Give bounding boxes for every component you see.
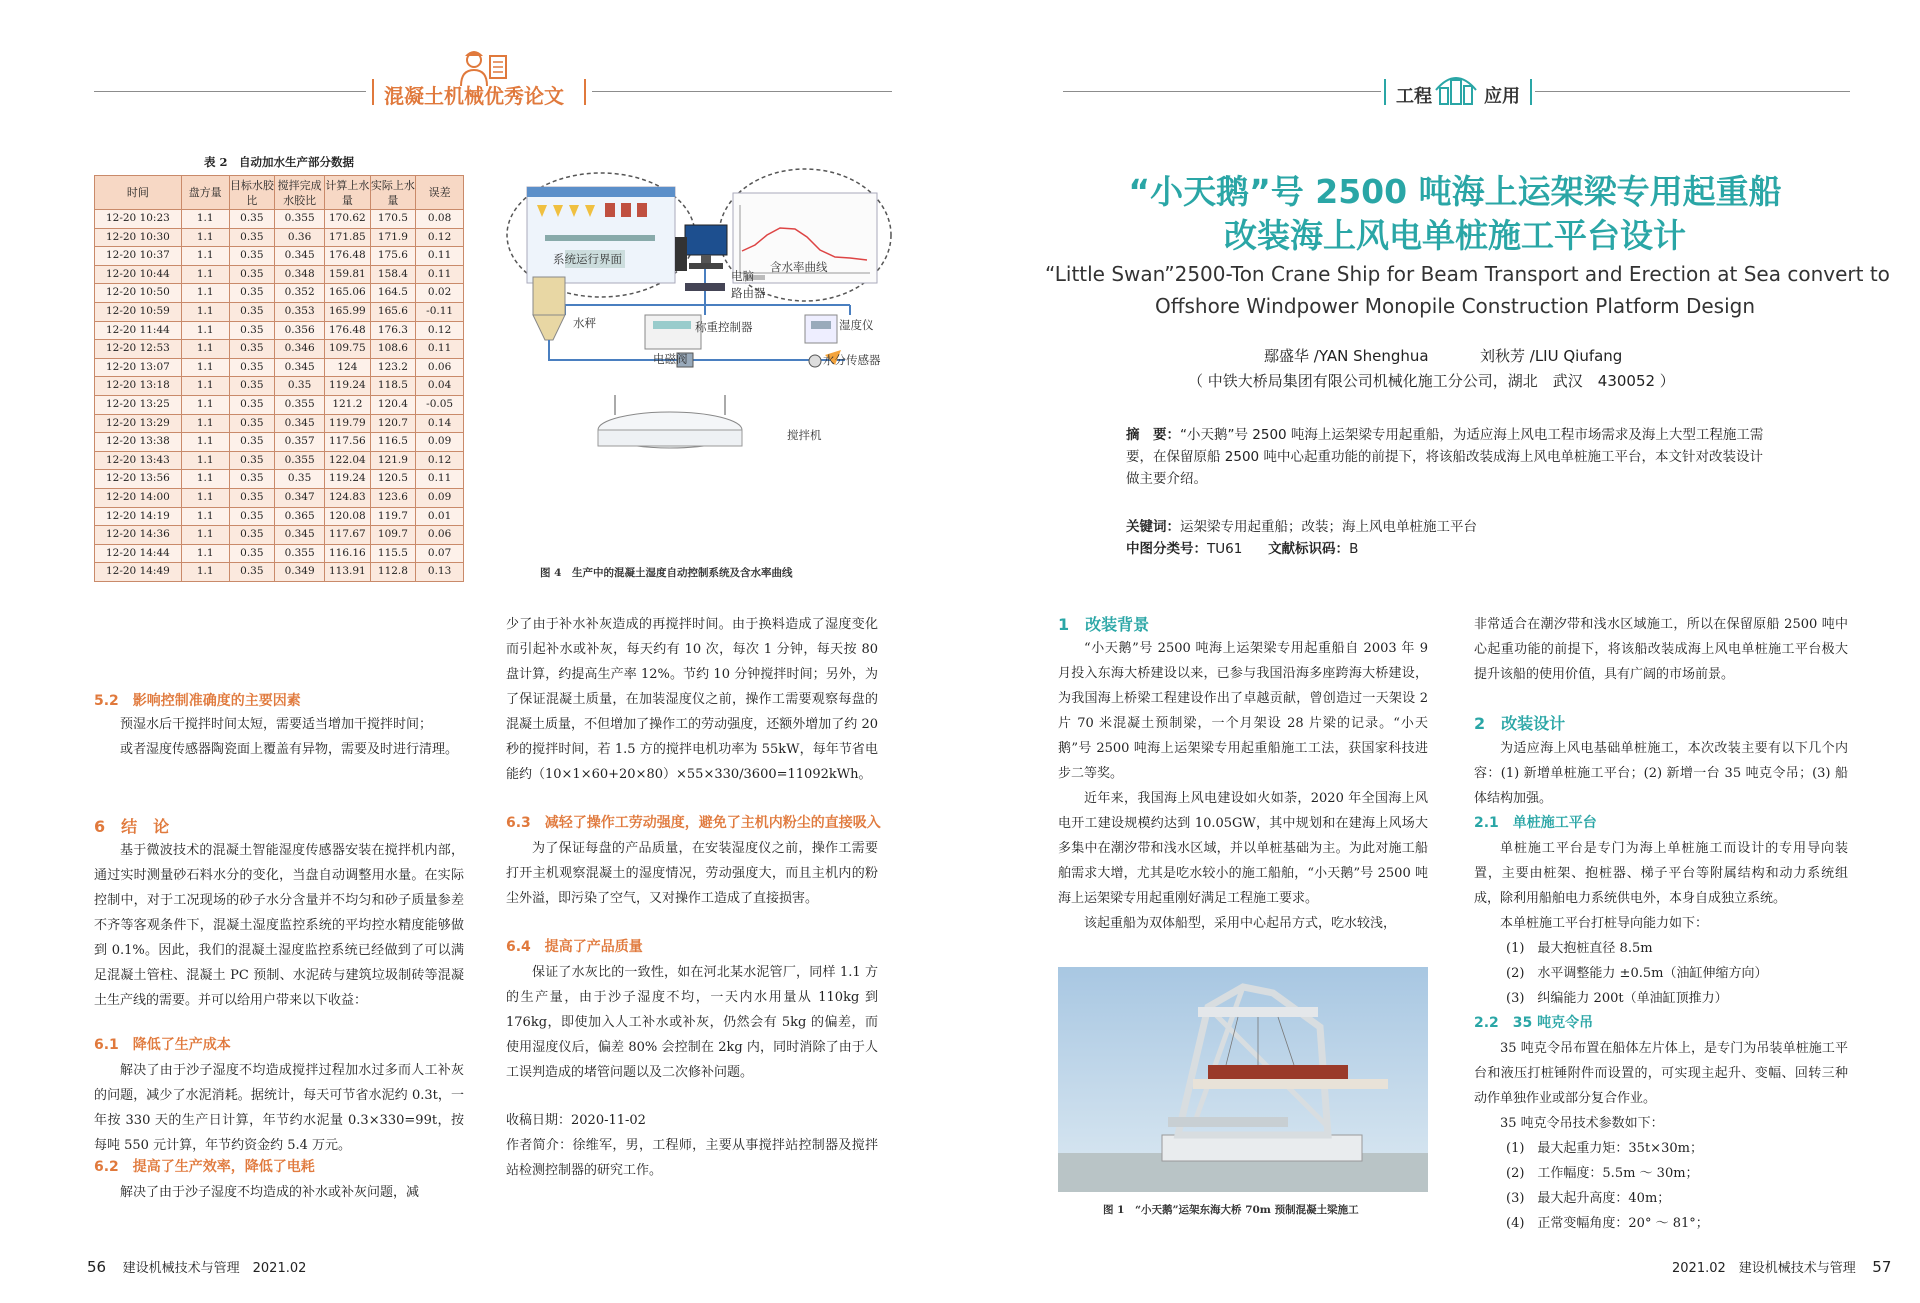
table-cell: 1.1: [181, 340, 229, 359]
table-cell: 0.345: [275, 526, 325, 545]
paragraph: 或者湿度传感器陶瓷面上覆盖有异物，需要及时进行清理。: [120, 742, 459, 757]
table-row: [95, 544, 464, 563]
section-2-2-body: [1474, 1036, 1848, 1136]
table-cell: 108.6: [370, 340, 416, 359]
table-row: [95, 228, 464, 247]
header-title-a: 工程: [1396, 86, 1432, 107]
table-cell: 1.1: [181, 228, 229, 247]
table-cell: 0.35: [229, 340, 275, 359]
table-cell: 119.24: [325, 377, 371, 396]
table-cell: 0.11: [416, 247, 464, 266]
table-cell: 12-20 13:43: [95, 451, 182, 470]
table-cell: 170.5: [370, 210, 416, 229]
section-6-4-body: [506, 960, 878, 1085]
table-cell: 1.1: [181, 210, 229, 229]
affiliation: （ 中铁大桥局集团有限公司机械化施工分公司，湖北 武汉 430052 ）: [1188, 372, 1675, 390]
label-controller: 称重控制器: [695, 320, 753, 334]
table-cell: 12-20 14:44: [95, 544, 182, 563]
right-page-footer: [1672, 1257, 1891, 1276]
table-header-cell: 实际上水量: [370, 176, 416, 210]
table-cell: 0.11: [416, 470, 464, 489]
table-cell: 0.35: [229, 470, 275, 489]
table-cell: 0.06: [416, 526, 464, 545]
table-row: [95, 526, 464, 545]
table-cell: 1.1: [181, 284, 229, 303]
table-row: [95, 395, 464, 414]
section-2-1-title: 2.1 单桩施工平台: [1474, 815, 1597, 831]
table-cell: 12-20 13:07: [95, 358, 182, 377]
table-cell: 12-20 10:30: [95, 228, 182, 247]
table-cell: 12-20 14:19: [95, 507, 182, 526]
table-cell: 0.06: [416, 358, 464, 377]
table-cell: 0.35: [229, 414, 275, 433]
table-cell: 170.62: [325, 210, 371, 229]
label-moisture-sensor: 水分传感器: [823, 353, 881, 367]
list-item: (2) 工作幅度：5.5m ～ 30m；: [1506, 1166, 1699, 1181]
table-header-cell: 盘方量: [181, 176, 229, 210]
table-cell: 115.5: [370, 544, 416, 563]
table-cell: 0.35: [229, 395, 275, 414]
clc-label: 中图分类号：: [1126, 541, 1207, 557]
table-cell: 120.4: [370, 395, 416, 414]
table-cell: 1.1: [181, 377, 229, 396]
label-humidity-meter: 湿度仪: [839, 318, 874, 332]
table-cell: 0.35: [229, 563, 275, 582]
table-cell: 0.35: [229, 488, 275, 507]
table-cell: 0.36: [275, 228, 325, 247]
table-cell: 12-20 14:00: [95, 488, 182, 507]
section-1-title: 1 改装背景: [1058, 615, 1150, 634]
table-cell: 0.349: [275, 563, 325, 582]
section-2-body: [1474, 736, 1848, 811]
table-cell: 175.6: [370, 247, 416, 266]
table-cell: 12-20 10:59: [95, 302, 182, 321]
received-text: 收稿日期：2020-11-02: [506, 1113, 646, 1128]
label-water-scale: 水秤: [573, 316, 596, 330]
table-cell: 12-20 14:49: [95, 563, 182, 582]
table-row: [95, 247, 464, 266]
table-cell: 0.35: [229, 358, 275, 377]
table-cell: 0.355: [275, 210, 325, 229]
list-item: (1) 最大起重力矩：35t×30m；: [1506, 1141, 1703, 1156]
list-item: (1) 最大抱桩直径 8.5m: [1506, 941, 1653, 956]
keywords-label: 关键词：: [1126, 519, 1180, 535]
table-header-cell: 误差: [416, 176, 464, 210]
table-cell: 165.6: [370, 302, 416, 321]
header-rule-right: [1535, 91, 1850, 92]
table-cell: 0.35: [229, 228, 275, 247]
author-bio: 作者简介：徐维军，男，工程师，主要从事搅拌站控制器及搅拌站检测控制器的研究工作。: [506, 1138, 878, 1178]
table-cell: 116.16: [325, 544, 371, 563]
table-cell: 0.13: [416, 563, 464, 582]
paragraph: 解决了由于沙子湿度不均造成的补水或补灰问题，减: [120, 1185, 420, 1200]
table-cell: 0.35: [229, 321, 275, 340]
table-cell: 0.345: [275, 247, 325, 266]
table-cell: 124: [325, 358, 371, 377]
table-cell: 0.35: [229, 526, 275, 545]
table-cell: 0.35: [229, 433, 275, 452]
label-mixer: 搅拌机: [787, 428, 822, 442]
table-cell: 158.4: [370, 265, 416, 284]
label-system-ui: 系统运行界面: [553, 252, 622, 266]
table-cell: 1.1: [181, 321, 229, 340]
table-cell: 1.1: [181, 544, 229, 563]
column-4-intro: [1474, 612, 1848, 687]
paragraph: 为了保证每盘的产品质量，在安装湿度仪之前，操作工需要打开主机观察混凝土的湿度情况，劳动强度大，而且主机内的粉尘外溢，即污染了空气，又对操作工造成了直接损害。: [506, 841, 878, 906]
table-row: [95, 488, 464, 507]
table-cell: 0.35: [229, 247, 275, 266]
figure-4-caption: 图 4 生产中的混凝土湿度自动控制系统及含水率曲线: [540, 567, 793, 579]
table-cell: 0.35: [229, 265, 275, 284]
list-item: (4) 正常变幅角度：20° ～ 81°；: [1506, 1216, 1709, 1231]
table-cell: 1.1: [181, 526, 229, 545]
section-6-3-title: 6.3 减轻了操作工劳动强度，避免了主机内粉尘的直接吸入: [506, 815, 881, 831]
header-title-b: 应用: [1484, 86, 1520, 107]
table-cell: 119.24: [325, 470, 371, 489]
section-2-2-title: 2.2 35 吨克令吊: [1474, 1015, 1594, 1031]
section-1-body: [1058, 636, 1428, 936]
table-cell: 12-20 11:44: [95, 321, 182, 340]
abstract-text: “小天鹅”号 2500 吨海上运架梁专用起重船，为适应海上风电工程市场需求及海上大型工程施工需要，在保留原船 2500 吨中心起重功能的前提下，将该船改装成海上风电单桩施工平台，本文针对改装设计做主要介绍。: [1126, 427, 1764, 487]
table-row: [95, 563, 464, 582]
table-cell: 0.357: [275, 433, 325, 452]
table-cell: 0.35: [229, 210, 275, 229]
label-pc: 电脑: [731, 269, 754, 283]
table-header-cell: 搅拌完成水胶比: [275, 176, 325, 210]
label-solenoid-valve: 电磁阀: [653, 352, 688, 366]
paragraph: 35 吨克令吊技术参数如下：: [1500, 1116, 1664, 1131]
s21-list: [1506, 936, 1767, 1011]
table-cell: 12-20 13:25: [95, 395, 182, 414]
table-row: [95, 414, 464, 433]
table-cell: -0.11: [416, 302, 464, 321]
table-cell: 12-20 13:38: [95, 433, 182, 452]
data-table: [94, 175, 464, 582]
article-title-cn-line1: “小天鹅”号 2500 吨海上运架梁专用起重船: [1128, 172, 1782, 211]
table-cell: 0.35: [229, 284, 275, 303]
table-cell: 113.91: [325, 563, 371, 582]
table-cell: 0.12: [416, 321, 464, 340]
table-cell: 1.1: [181, 470, 229, 489]
table-cell: 109.75: [325, 340, 371, 359]
table-row: [95, 507, 464, 526]
table-cell: 120.08: [325, 507, 371, 526]
table-row: [95, 470, 464, 489]
paragraph: 本单桩施工平台打桩导向能力如下：: [1500, 916, 1709, 931]
section-6-body: [94, 838, 464, 1013]
table-cell: 0.355: [275, 395, 325, 414]
label-router: 路由器: [731, 286, 766, 300]
section-2-title: 2 改装设计: [1474, 714, 1566, 733]
table-cell: 119.7: [370, 507, 416, 526]
table-cell: 1.1: [181, 247, 229, 266]
table-cell: 118.5: [370, 377, 416, 396]
table-cell: 12-20 10:37: [95, 247, 182, 266]
classification: [1126, 538, 1768, 560]
section-6-1-title: 6.1 降低了生产成本: [94, 1037, 231, 1053]
table-caption: 表 2 自动加水生产部分数据: [203, 155, 354, 169]
section-5-2-body: [94, 712, 464, 762]
author-1: 鄢盛华 /YAN Shenghua: [1264, 347, 1429, 365]
table-cell: 119.79: [325, 414, 371, 433]
building-icon: [1432, 66, 1480, 106]
table-row: [95, 451, 464, 470]
table-cell: 0.35: [229, 507, 275, 526]
column-2-body: [506, 612, 878, 787]
table-cell: 120.7: [370, 414, 416, 433]
table-cell: 171.9: [370, 228, 416, 247]
control-system-diagram: [505, 165, 895, 575]
table-cell: 0.12: [416, 451, 464, 470]
table-cell: 1.1: [181, 265, 229, 284]
table-cell: 0.11: [416, 340, 464, 359]
table-cell: 0.355: [275, 544, 325, 563]
article-title-cn-line2: 改装海上风电单桩施工平台设计: [1224, 216, 1686, 255]
table-cell: 12-20 10:23: [95, 210, 182, 229]
keywords-text: 运架梁专用起重船；改装；海上风电单桩施工平台: [1180, 519, 1477, 535]
table-row: [95, 358, 464, 377]
list-item: (3) 纠编能力 200t（单油缸顶推力）: [1506, 991, 1728, 1006]
left-page-footer: [87, 1257, 306, 1276]
doc-code-value: B: [1349, 541, 1359, 557]
table-cell: 0.365: [275, 507, 325, 526]
table-row: [95, 377, 464, 396]
table-cell: 0.08: [416, 210, 464, 229]
table-cell: 0.345: [275, 414, 325, 433]
paragraph: 35 吨克令吊布置在船体左片体上，是专门为吊装单桩施工平台和液压打桩锤附件而设置的，可实现主起升、变幅、回转三种动作单独作业或部分复合作业。: [1474, 1041, 1848, 1106]
clc-value: TU61: [1207, 541, 1243, 557]
paragraph: 预湿水后干搅拌时间太短，需要适当增加干搅拌时间；: [120, 717, 433, 732]
table-cell: 0.01: [416, 507, 464, 526]
paragraph: 非常适合在潮汐带和浅水区域施工，所以在保留原船 2500 吨中心起重功能的前提下，将该船改装成海上风电单桩施工平台极大提升该船的使用价值，具有广阔的市场前景。: [1474, 617, 1848, 682]
table-cell: 0.35: [229, 377, 275, 396]
table-cell: 117.67: [325, 526, 371, 545]
table-cell: 109.7: [370, 526, 416, 545]
table-cell: 0.04: [416, 377, 464, 396]
table-cell: 0.09: [416, 488, 464, 507]
table-cell: -0.05: [416, 395, 464, 414]
paragraph: 保证了水灰比的一致性，如在河北某水泥管厂，同样 1.1 方的生产量，由于沙子湿度不均，一天内水用量从 110kg 到 176kg，即使加入人工补水或补灰，仍然会有 5kg 的偏差，而使用湿度仪后，偏差 80% 会控制在 2kg 内，同时消除了由于人工误判造成的堵管问题以及二次修补问题。: [506, 965, 878, 1080]
table-cell: 1.1: [181, 507, 229, 526]
table-cell: 0.356: [275, 321, 325, 340]
abstract: [1126, 424, 1768, 490]
table-cell: 1.1: [181, 414, 229, 433]
table-cell: 0.14: [416, 414, 464, 433]
table-cell: 176.48: [325, 321, 371, 340]
table-cell: 0.09: [416, 433, 464, 452]
table-cell: 0.352: [275, 284, 325, 303]
table-cell: 12-20 12:53: [95, 340, 182, 359]
table-cell: 165.06: [325, 284, 371, 303]
table-cell: 0.348: [275, 265, 325, 284]
table-cell: 0.12: [416, 228, 464, 247]
article-title-en-line1: “Little Swan”2500-Ton Crane Ship for Beam Transport and Erection at Sea convert to: [1045, 262, 1890, 286]
table-header-cell: 计算上水量: [325, 176, 371, 210]
table-cell: 0.11: [416, 265, 464, 284]
table-row: [95, 302, 464, 321]
page-number: 57: [1872, 1258, 1892, 1276]
paragraph: 单桩施工平台是专门为海上单桩施工而设计的专用导向装置，主要由桩架、抱桩器、梯子平台等附属结构和动力系统组成，除利用船舶电力系统供电外，本身自成独立系统。: [1474, 841, 1848, 906]
paragraph: 基于微波技术的混凝土智能湿度传感器安装在搅拌机内部，通过实时测量砂石料水分的变化，当盘自动调整用水量。在实际控制中，对于工况现场的砂子水分含量并不均匀和砂子质量参差不齐等客观条件下，混凝土湿度监控系统的平均控水精度能够做到 0.1%。因此，我们的混凝土湿度监控系统已经做到了可以满足混凝土管柱、混凝土 PC 预制、水泥砖与建筑垃圾制砖等混凝土生产线的需要。并可以给用户带来以下收益：: [94, 843, 464, 1008]
table-cell: 123.6: [370, 488, 416, 507]
table-cell: 0.355: [275, 451, 325, 470]
section-6-1-body: [94, 1058, 464, 1158]
figure-1-photo: [1058, 967, 1428, 1192]
table-cell: 120.5: [370, 470, 416, 489]
received-date: [506, 1108, 878, 1183]
table-cell: 164.5: [370, 284, 416, 303]
table-cell: 1.1: [181, 563, 229, 582]
table-row: [95, 210, 464, 229]
table-cell: 1.1: [181, 433, 229, 452]
header-rule-left: [1063, 91, 1381, 92]
table-cell: 176.3: [370, 321, 416, 340]
table-cell: 0.07: [416, 544, 464, 563]
list-item: (3) 最大起升高度：40m；: [1506, 1191, 1671, 1206]
table-cell: 0.35: [229, 302, 275, 321]
table-header-cell: 目标水胶比: [229, 176, 275, 210]
table-cell: 0.347: [275, 488, 325, 507]
table-cell: 1.1: [181, 358, 229, 377]
figure-1-caption: 图 1 “小天鹅”运架东海大桥 70m 预制混凝土梁施工: [1103, 1204, 1359, 1216]
section-6-3-body: [506, 836, 878, 911]
table-cell: 117.56: [325, 433, 371, 452]
journal-name: 2021.02 建设机械技术与管理: [1672, 1261, 1856, 1276]
table-cell: 12-20 14:36: [95, 526, 182, 545]
header-title: 混凝土机械优秀论文: [384, 84, 564, 108]
table-cell: 123.2: [370, 358, 416, 377]
table-cell: 1.1: [181, 302, 229, 321]
author-2: 刘秋芳 /LIU Qiufang: [1480, 347, 1623, 365]
paragraph: 为适应海上风电基础单桩施工，本次改装主要有以下几个内容：(1) 新增单桩施工平台；(2) 新增一台 35 吨克令吊；(3) 船体结构加强。: [1474, 741, 1848, 806]
abstract-label: 摘 要：: [1126, 427, 1180, 443]
table-header-cell: 时间: [95, 176, 182, 210]
paragraph: 少了由于补水补灰造成的再搅拌时间。由于换料造成了湿度变化而引起补水或补灰，每天约有 10 次，每次 1 分钟，每天按 80 盘计算，约提高生产率 12%。节约 10 分钟搅拌时间；另外，为了保证混凝土质量，在加装湿度仪之前，操作工需要观察每盘的混凝土质量，不但增加了操作工的劳动强度，还额外增加了约 20 秒的搅拌时间，若 1.5 方的搅拌电机功率为 55kW，每年节省电能约（10×1×60+20×80）×55×330/3600=11092kWh。: [506, 617, 878, 782]
s22-list: [1506, 1136, 1709, 1236]
table-row: [95, 265, 464, 284]
table-cell: 0.35: [275, 377, 325, 396]
table-cell: 0.353: [275, 302, 325, 321]
section-6-4-title: 6.4 提高了产品质量: [506, 939, 643, 955]
header-rule-right: [592, 91, 892, 92]
table-row: [95, 433, 464, 452]
label-moisture-curve: 含水率曲线: [770, 260, 828, 274]
table-cell: 1.1: [181, 488, 229, 507]
table-cell: 1.1: [181, 395, 229, 414]
table-cell: 0.35: [229, 544, 275, 563]
table-cell: 122.04: [325, 451, 371, 470]
table-cell: 12-20 10:44: [95, 265, 182, 284]
table-cell: 165.99: [325, 302, 371, 321]
table-cell: 12-20 13:56: [95, 470, 182, 489]
page-number: 56: [87, 1258, 107, 1276]
section-6-2-title: 6.2 提高了生产效率，降低了电耗: [94, 1159, 315, 1175]
header-rule-left: [94, 91, 366, 92]
list-item: (2) 水平调整能力 ±0.5m（油缸伸缩方向）: [1506, 966, 1768, 981]
table-cell: 0.346: [275, 340, 325, 359]
table-cell: 159.81: [325, 265, 371, 284]
table-row: [95, 340, 464, 359]
table-cell: 0.02: [416, 284, 464, 303]
table-cell: 171.85: [325, 228, 371, 247]
table-cell: 121.9: [370, 451, 416, 470]
table-cell: 0.35: [229, 451, 275, 470]
keywords: [1126, 516, 1768, 538]
table-row: [95, 284, 464, 303]
table-cell: 112.8: [370, 563, 416, 582]
table-cell: 0.35: [275, 470, 325, 489]
table-cell: 116.5: [370, 433, 416, 452]
paragraph: 近年来，我国海上风电建设如火如荼，2020 年全国海上风电开工建设规模约达到 10.05GW，其中规划和在建海上风场大多集中在潮汐带和浅水区域，并以单桩基础为主。为此对施工船舶需求大增，尤其是吃水较小的施工船舶，“小天鹅”号 2500 吨海上运架梁专用起重刚好满足工程施工要求。: [1058, 791, 1428, 906]
section-2-1-body: [1474, 836, 1848, 936]
table-cell: 1.1: [181, 451, 229, 470]
journal-name: 建设机械技术与管理 2021.02: [122, 1261, 307, 1276]
table-cell: 12-20 13:18: [95, 377, 182, 396]
table-row: [95, 321, 464, 340]
paragraph: “小天鹅”号 2500 吨海上运架梁专用起重船自 2003 年 9 月投入东海大桥建设以来，已参与我国沿海多座跨海大桥建设，为我国海上桥梁工程建设作出了卓越贡献，曾创造过一天架设 2 片 70 米混凝土预制梁，一个月架设 28 片梁的记录。“小天鹅”号 2500 吨海上运架梁专用起重船施工工法，获国家科技进步二等奖。: [1058, 641, 1428, 781]
section-6-title: 6 结 论: [94, 817, 170, 836]
figure-4: [505, 165, 895, 575]
table-cell: 12-20 13:29: [95, 414, 182, 433]
section-6-2-body: [94, 1180, 464, 1205]
article-title-en-line2: Offshore Windpower Monopile Construction Platform Design: [1154, 294, 1756, 318]
table-cell: 124.83: [325, 488, 371, 507]
table-cell: 121.2: [325, 395, 371, 414]
table-cell: 12-20 10:50: [95, 284, 182, 303]
paragraph: 解决了由于沙子湿度不均造成搅拌过程加水过多而人工补灰的问题，减少了水泥消耗。据统计，每天可节省水泥约 0.3t，一年按 330 天的生产日计算，年节约水泥量 0.3×330=99t，按每吨 550 元计算，年节约资金约 5.4 万元。: [94, 1063, 464, 1153]
section-5-2-title: 5.2 影响控制准确度的主要因素: [94, 693, 301, 709]
doc-code-label: 文献标识码：: [1268, 541, 1350, 557]
table-cell: 176.48: [325, 247, 371, 266]
table-cell: 0.345: [275, 358, 325, 377]
paragraph: 该起重船为双体船型，采用中心起吊方式，吃水较浅，: [1084, 916, 1397, 931]
